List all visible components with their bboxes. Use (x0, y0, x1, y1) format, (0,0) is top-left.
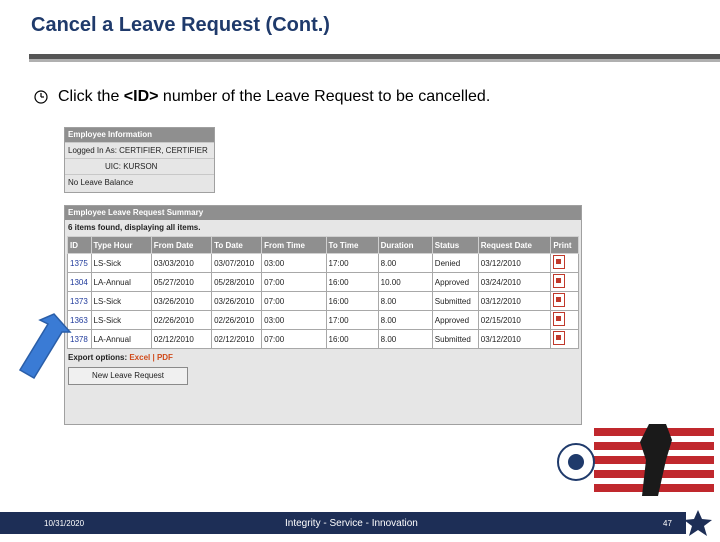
leave-id-link[interactable]: 1373 (68, 292, 92, 311)
leave-id-link[interactable]: 1363 (68, 311, 92, 330)
table-row (68, 292, 579, 311)
type-hour-cell: LA-Annual (91, 330, 151, 349)
print-cell (551, 311, 579, 330)
request-date-cell: 02/15/2010 (478, 311, 551, 330)
column-header[interactable]: From Date (151, 237, 211, 254)
instruction-pre: Click the (58, 88, 124, 105)
to-date-cell: 02/26/2010 (212, 311, 262, 330)
export-separator: | (150, 353, 157, 362)
pointer-arrow-icon (10, 310, 76, 387)
from-time-cell: 07:00 (262, 292, 326, 311)
type-hour-cell: LS-Sick (91, 311, 151, 330)
type-hour-cell: LS-Sick (91, 292, 151, 311)
from-date-cell: 03/26/2010 (151, 292, 211, 311)
status-cell: Denied (432, 254, 478, 273)
star-icon (683, 509, 713, 542)
instruction-post: number of the Leave Request to be cancelled. (158, 88, 491, 105)
print-cell (551, 292, 579, 311)
logged-in-as: Logged In As: CERTIFIER, CERTIFIER (65, 142, 214, 158)
request-date-cell: 03/12/2010 (478, 254, 551, 273)
type-hour-cell: LA-Annual (91, 273, 151, 292)
to-time-cell: 16:00 (326, 273, 378, 292)
to-time-cell: 17:00 (326, 254, 378, 273)
column-header[interactable]: Type Hour (91, 237, 151, 254)
title-divider-light (29, 59, 720, 62)
export-label: Export options: (68, 353, 128, 362)
duration-cell: 8.00 (378, 292, 432, 311)
table-row (68, 311, 579, 330)
from-time-cell: 07:00 (262, 330, 326, 349)
duration-cell: 8.00 (378, 254, 432, 273)
slide-title: Cancel a Leave Request (Cont.) (31, 14, 330, 36)
leave-id-link[interactable]: 1375 (68, 254, 92, 273)
footer-tagline: Integrity - Service - Innovation (285, 518, 418, 529)
pdf-print-icon[interactable] (553, 312, 565, 326)
table-row (68, 254, 579, 273)
print-cell (551, 254, 579, 273)
status-cell: Submitted (432, 330, 478, 349)
leave-balance: No Leave Balance (65, 174, 214, 190)
pdf-print-icon[interactable] (553, 255, 565, 269)
to-time-cell: 17:00 (326, 311, 378, 330)
export-pdf-link[interactable]: PDF (156, 353, 173, 362)
pdf-print-icon[interactable] (553, 274, 565, 288)
proudly-serving-logo (554, 420, 720, 515)
instruction-id-token: <ID> (123, 88, 159, 105)
leave-summary-panel (64, 205, 582, 425)
from-date-cell: 03/03/2010 (151, 254, 211, 273)
request-date-cell: 03/12/2010 (478, 330, 551, 349)
column-header[interactable]: To Time (326, 237, 378, 254)
status-cell: Approved (432, 273, 478, 292)
duration-cell: 10.00 (378, 273, 432, 292)
column-header[interactable]: ID (68, 237, 92, 254)
from-time-cell: 07:00 (262, 273, 326, 292)
duration-cell: 8.00 (378, 330, 432, 349)
items-found-text: 6 items found, displaying all items. (65, 220, 581, 236)
column-header[interactable]: Duration (378, 237, 432, 254)
duration-cell: 8.00 (378, 311, 432, 330)
type-hour-cell: LS-Sick (91, 254, 151, 273)
table-header-row (68, 237, 579, 254)
column-header: Print (551, 237, 579, 254)
to-time-cell: 16:00 (326, 330, 378, 349)
from-time-cell: 03:00 (262, 311, 326, 330)
leave-summary-header: Employee Leave Request Summary (65, 206, 581, 220)
employee-info-header: Employee Information (65, 128, 214, 142)
to-date-cell: 05/28/2010 (212, 273, 262, 292)
instruction-text (58, 88, 490, 106)
from-date-cell: 05/27/2010 (151, 273, 211, 292)
request-date-cell: 03/12/2010 (478, 292, 551, 311)
column-header[interactable]: To Date (212, 237, 262, 254)
print-cell (551, 273, 579, 292)
print-cell (551, 330, 579, 349)
to-date-cell: 03/26/2010 (212, 292, 262, 311)
column-header[interactable]: From Time (262, 237, 326, 254)
leave-id-link[interactable]: 1304 (68, 273, 92, 292)
employee-info-panel (64, 127, 215, 193)
leave-request-table (67, 236, 579, 349)
column-header[interactable]: Status (432, 237, 478, 254)
from-date-cell: 02/12/2010 (151, 330, 211, 349)
pdf-print-icon[interactable] (553, 293, 565, 307)
footer-date: 10/31/2020 (44, 519, 85, 528)
request-date-cell: 03/24/2010 (478, 273, 551, 292)
page-number: 47 (663, 519, 672, 528)
new-leave-request-button[interactable]: New Leave Request (68, 367, 188, 385)
to-time-cell: 16:00 (326, 292, 378, 311)
leave-id-link[interactable]: 1378 (68, 330, 92, 349)
clock-bullet-icon (33, 88, 49, 111)
table-row (68, 273, 579, 292)
export-excel-link[interactable]: Excel (129, 353, 151, 362)
table-row (68, 330, 579, 349)
status-cell: Submitted (432, 292, 478, 311)
to-date-cell: 03/07/2010 (212, 254, 262, 273)
column-header[interactable]: Request Date (478, 237, 551, 254)
status-cell: Approved (432, 311, 478, 330)
pdf-print-icon[interactable] (553, 331, 565, 345)
from-date-cell: 02/26/2010 (151, 311, 211, 330)
to-date-cell: 02/12/2010 (212, 330, 262, 349)
uic-label: UIC: KURSON (65, 158, 214, 174)
export-options (65, 351, 581, 365)
from-time-cell: 03:00 (262, 254, 326, 273)
